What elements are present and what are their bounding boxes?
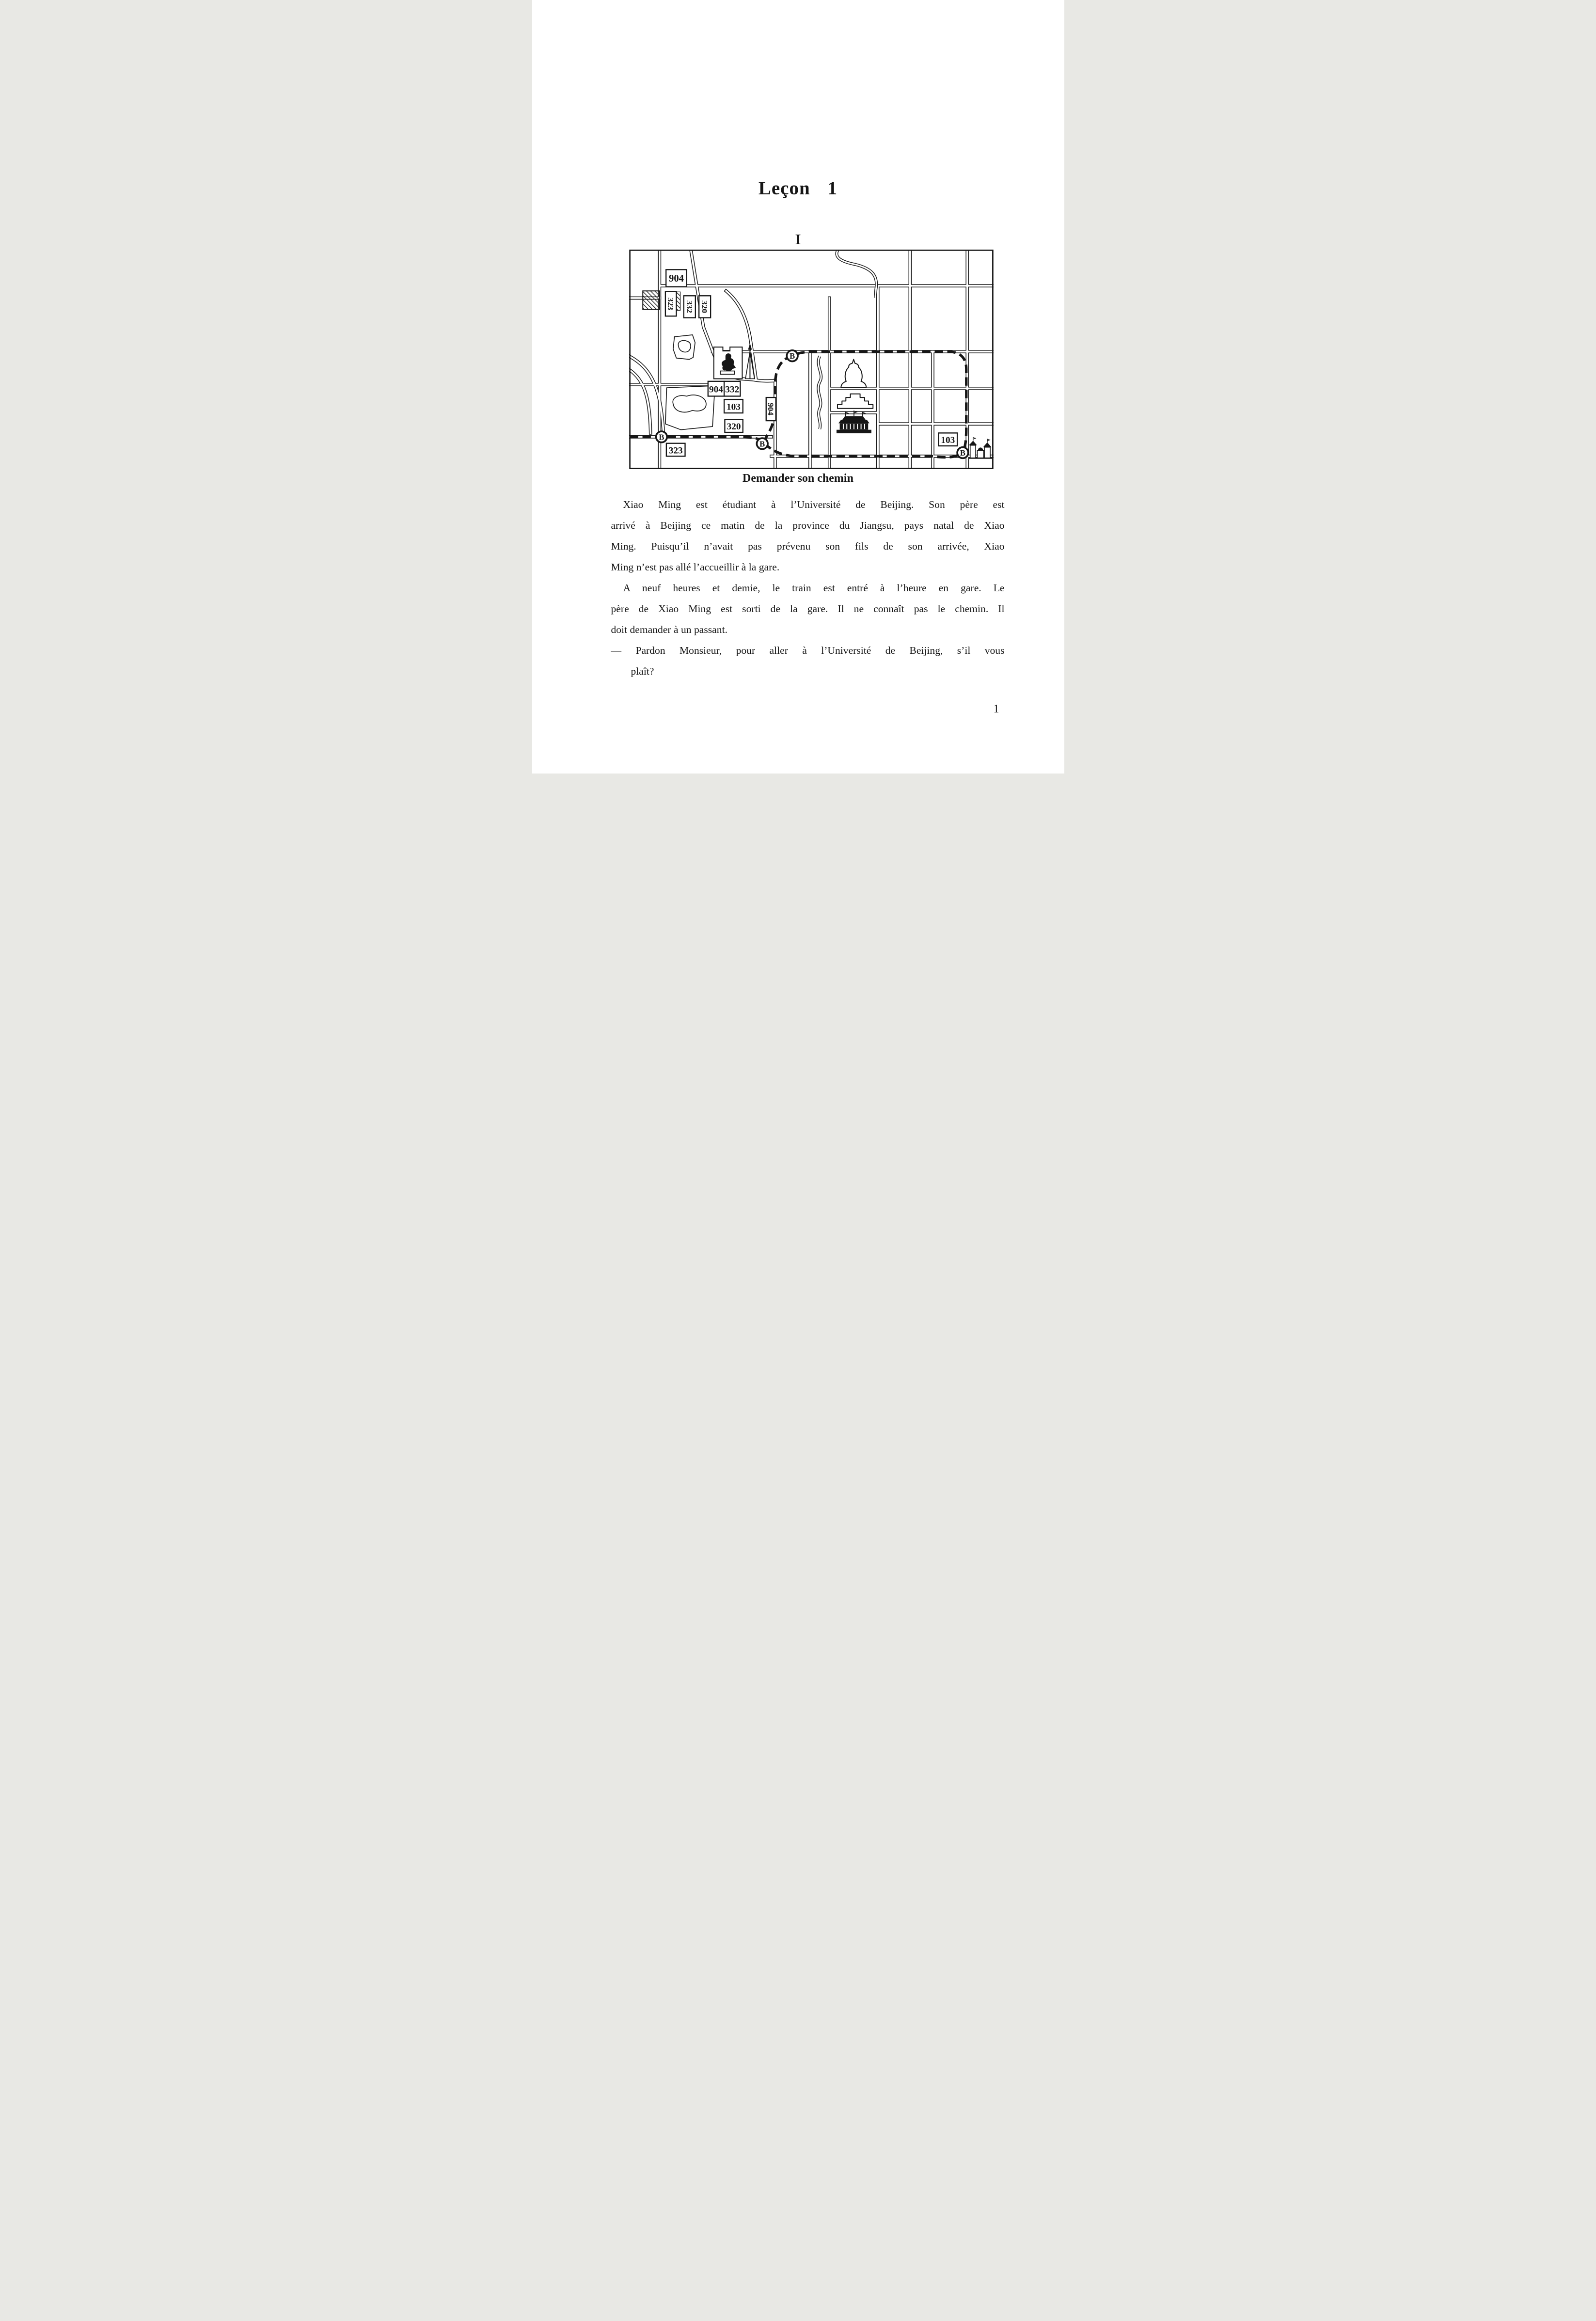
svg-text:904: 904 bbox=[766, 403, 775, 416]
lesson-text bbox=[611, 494, 1005, 682]
text-line: plaît? bbox=[631, 665, 654, 677]
map-svg bbox=[629, 250, 994, 469]
svg-text:B: B bbox=[759, 439, 765, 449]
lesson-label: Leçon bbox=[758, 178, 810, 199]
text-line: Ming. Puisqu’il n’avait pas prévenu son fils de son arrivée, Xiao bbox=[611, 540, 1005, 552]
svg-text:B: B bbox=[658, 432, 664, 442]
park bbox=[665, 386, 714, 430]
svg-text:103: 103 bbox=[940, 435, 955, 446]
svg-text:B: B bbox=[789, 351, 795, 361]
text-line: arrivé à Beijing ce matin de la province du Jiangsu, pays natal de Xiao bbox=[611, 520, 1005, 531]
text-line: Xiao Ming est étudiant à l’Université de Beijing. Son père est bbox=[623, 499, 1005, 510]
svg-text:323: 323 bbox=[668, 445, 683, 456]
bus-stop-b2 bbox=[656, 431, 667, 442]
svg-text:103: 103 bbox=[726, 402, 741, 412]
svg-text:323: 323 bbox=[665, 297, 675, 310]
text-line: — Pardon Monsieur, pour aller à l’Université de Beijing, s’il vous bbox=[611, 645, 1005, 656]
lesson-title bbox=[532, 177, 1064, 199]
svg-text:904: 904 bbox=[668, 273, 684, 284]
svg-text:B: B bbox=[960, 448, 965, 458]
bus-stop-b4 bbox=[957, 447, 968, 458]
lesson-number: 1 bbox=[827, 178, 838, 199]
text-line: Ming n’est pas allé l’accueillir à la gare. bbox=[611, 561, 780, 573]
park-lake bbox=[673, 395, 706, 412]
section-numeral: I bbox=[795, 231, 801, 248]
svg-text:332: 332 bbox=[725, 384, 739, 395]
text-line: père de Xiao Ming est sorti de la gare. Il ne connaît pas le chemin. Il bbox=[611, 603, 1005, 615]
bus-stop-b3 bbox=[757, 438, 768, 449]
svg-text:320: 320 bbox=[699, 300, 709, 313]
route-label-323-bottom bbox=[666, 443, 685, 457]
svg-text:332: 332 bbox=[684, 300, 694, 313]
route-label-904-top bbox=[666, 269, 687, 286]
text-line: A neuf heures et demie, le train est entré à l’heure en gare. Le bbox=[623, 582, 1005, 594]
bus-stop-b1 bbox=[787, 350, 798, 362]
book-page bbox=[532, 0, 1064, 774]
route-label-320-bottom bbox=[725, 419, 743, 432]
route-label-332-center bbox=[724, 381, 740, 396]
route-label-904-center bbox=[708, 381, 724, 396]
map-figure bbox=[629, 250, 994, 469]
route-label-103-center bbox=[724, 399, 743, 413]
svg-text:320: 320 bbox=[727, 422, 741, 432]
route-label-320-left bbox=[699, 296, 711, 317]
route-label-323-left bbox=[665, 292, 676, 316]
route-label-332-left bbox=[683, 296, 695, 317]
route-label-904-vertical bbox=[766, 397, 775, 421]
map-caption: Demander son chemin bbox=[743, 472, 853, 485]
pond bbox=[673, 335, 695, 360]
statue-building bbox=[713, 347, 742, 379]
svg-text:904: 904 bbox=[709, 384, 723, 395]
page-number: 1 bbox=[993, 703, 999, 715]
text-line: doit demander à un passant. bbox=[611, 624, 727, 635]
route-label-103-bottom bbox=[938, 433, 957, 446]
